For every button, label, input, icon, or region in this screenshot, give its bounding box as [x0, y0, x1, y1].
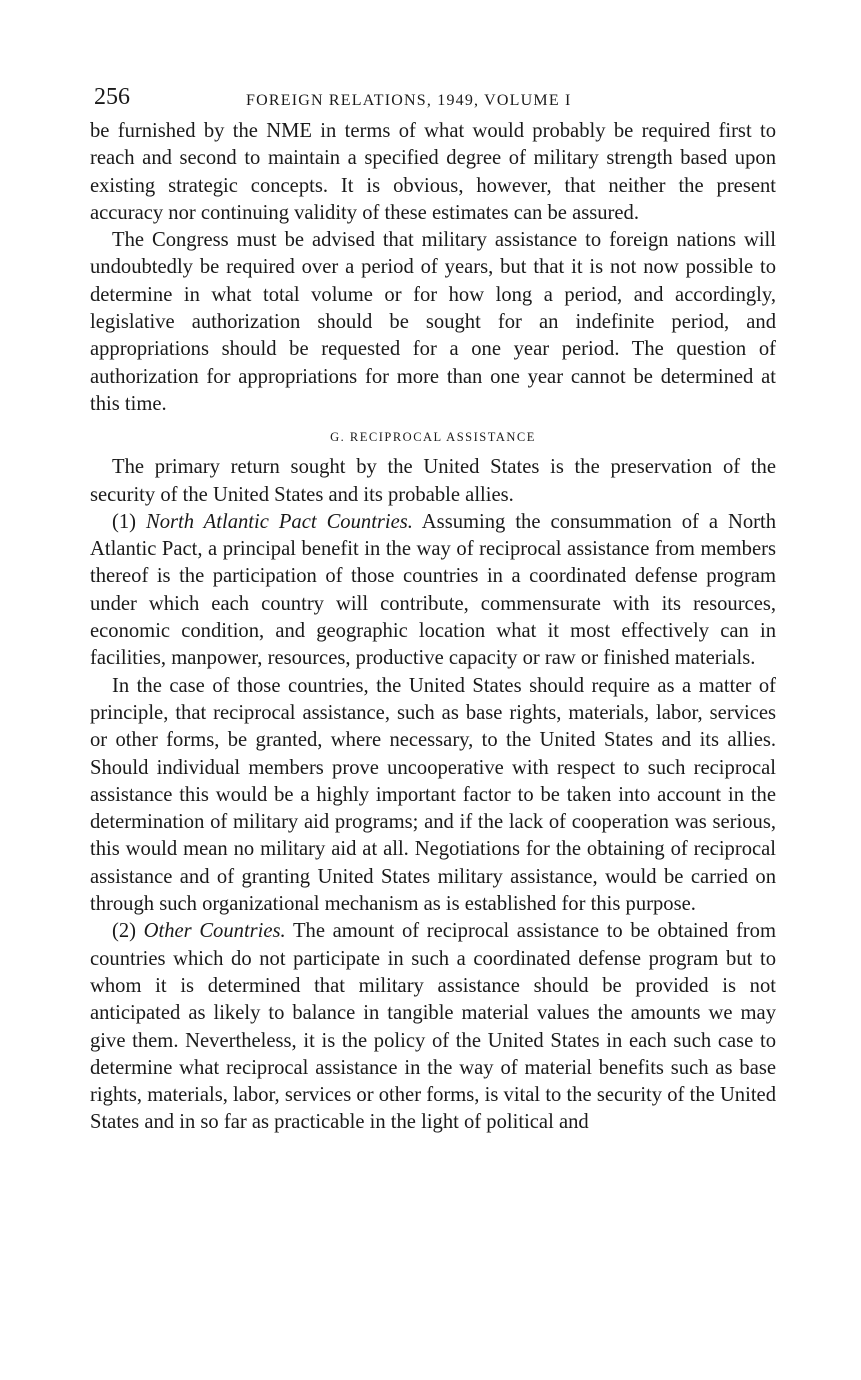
paragraph-continuation: be furnished by the NME in terms of what would probably be required first to reach and second to maintain a specified degree of military strength based upon existing strategic concepts. It is obvious, however, that neither the present accuracy nor continuing validity of these estimates can be assured. [90, 120, 776, 224]
item-number: (2) [112, 920, 144, 943]
item-title: Other Countries. [143, 920, 286, 943]
paragraph-other-countries [90, 918, 776, 1136]
running-head [90, 84, 776, 118]
paragraph-north-atlantic [90, 509, 776, 673]
paragraph-case-of-countries: In the case of those countries, the United States should require as a matter of principle, that reciprocal assistance, such as base rights, materials, labor, services or other forms, be granted, where necessary, to the United States and its allies. Should individual members prove uncooperative with respect to such reciprocal assistance this would be a highly important factor to be taken into account in the determination of military aid programs; and if the lack of cooperation was serious, this would mean no military aid at all. Negotiations for the obtaining of reciprocal assistance and of granting United States military assistance, would be carried on through such organizational mechanism as is established for this purpose. [90, 674, 776, 916]
item-text: The amount of reciprocal assistance to be obtained from countries which do not participate in such a coordinated defense program but to whom it is determined that military assistance should be provided is not anticipated as likely to balance in tangible material values the amounts we may give them. Nevertheless, it is the policy of the United States in each such case to determine what reciprocal assistance in the way of material benefits such as base rights, materials, labor, services or other forms, is vital to the security of the United States and in so far as practicable in the light of political and [90, 920, 776, 1134]
paragraph-congress-advice: The Congress must be advised that military assistance to foreign nations will undoubtedly be required over a period of years, but that it is not now possible to determine in what total volume or for how long a period, and accordingly, legislative authorization should be sought for an indefinite period, and appropriations should be requested for a one year period. The question of authorization for appropriations for more than one year cannot be determined at this time. [90, 229, 776, 415]
running-title: FOREIGN RELATIONS, 1949, VOLUME I [246, 92, 572, 109]
paragraph-primary-return: The primary return sought by the United States is the preservation of the security of the United States and its probable allies. [90, 456, 776, 506]
item-text: Assuming the consummation of a North Atlantic Pact, a principal benefit in the way of reciprocal assistance from members thereof is the participation of those countries in a coordinated defense program under which each country will contribute, commensurate with its resources, economic condition, and geographic location what it most effectively can in facilities, manpower, resources, productive capacity or raw or finished materials. [90, 510, 777, 670]
document-page [90, 84, 776, 1137]
item-number: (1) [112, 510, 146, 533]
body-text [90, 118, 776, 1137]
section-heading: G. RECIPROCAL ASSISTANCE [330, 430, 536, 445]
item-title: North Atlantic Pact Countries. [146, 510, 413, 533]
page-number: 256 [94, 84, 130, 110]
